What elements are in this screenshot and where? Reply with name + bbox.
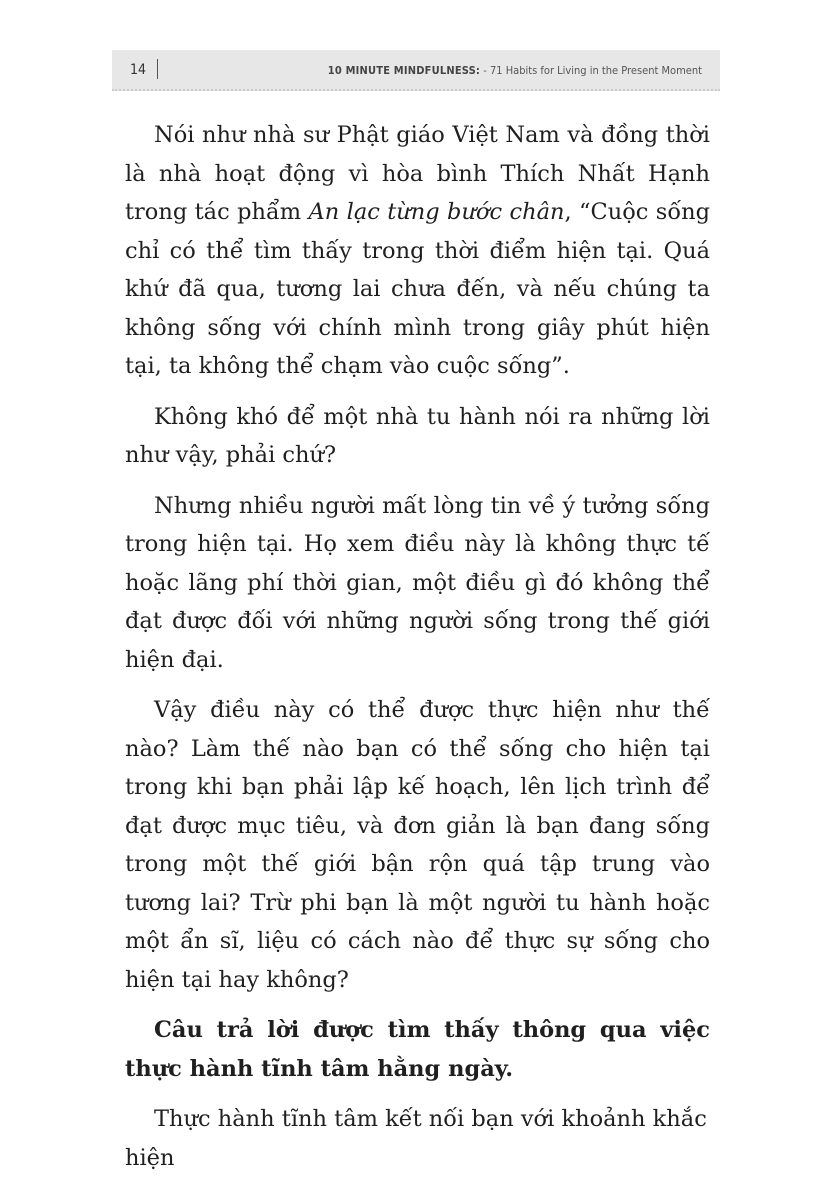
running-title	[328, 64, 702, 77]
paragraph-quote-text-end: , “Cuộc sống chỉ có thể tìm thấy trong thời điểm hiện tại. Quá khứ đã qua, tương lai chưa đến, và nếu chúng ta không sống với chính mình trong giây phút hiện tại, ta không thể chạm vào cuộc sống”.	[125, 199, 710, 379]
paragraph-quote-text-start: Nói như nhà sư Phật giáo Việt Nam và đồng thời là nhà hoạt động vì hòa bình Thích Nhất Hạnh trong tác phẩm	[125, 122, 710, 225]
paragraph-question: Vậy điều này có thể được thực hiện như thế nào? Làm thế nào bạn có thể sống cho hiện tại trong khi bạn phải lập kế hoạch, lên lịch trình để đạt được mục tiêu, và đơn giản là bạn đang sống trong một thế giới bận rộn quá tập trung vào tương lai? Trừ phi bạn là một người tu hành hoặc một ẩn sĩ, liệu có cách nào để thực sự sống cho hiện tại hay không?	[125, 697, 710, 993]
page-number: 14	[130, 62, 147, 78]
book-subtitle: - 71 Habits for Living in the Present Moment	[483, 64, 702, 77]
paragraph-continued: Thực hành tĩnh tâm kết nối bạn với khoảnh khắc hiện	[125, 1106, 707, 1171]
paragraph-answer: Câu trả lời được tìm thấy thông qua việc thực hành tĩnh tâm hằng ngày.	[125, 1017, 710, 1082]
book-title-italic: An lạc từng bước chân	[308, 199, 565, 225]
page-body	[125, 116, 710, 1189]
paragraph-quote	[125, 116, 710, 386]
book-title: 10 MINUTE MINDFULNESS:	[327, 64, 481, 77]
running-header	[112, 50, 720, 91]
header-divider	[157, 59, 158, 79]
paragraph-monk: Không khó để một nhà tu hành nói ra những lời như vậy, phải chứ?	[125, 403, 710, 468]
paragraph-doubt: Nhưng nhiều người mất lòng tin về ý tưởng sống trong hiện tại. Họ xem điều này là không thực tế hoặc lãng phí thời gian, một điều gì đó không thể đạt được đối với những người sống trong thế giới hiện đại.	[125, 492, 710, 673]
